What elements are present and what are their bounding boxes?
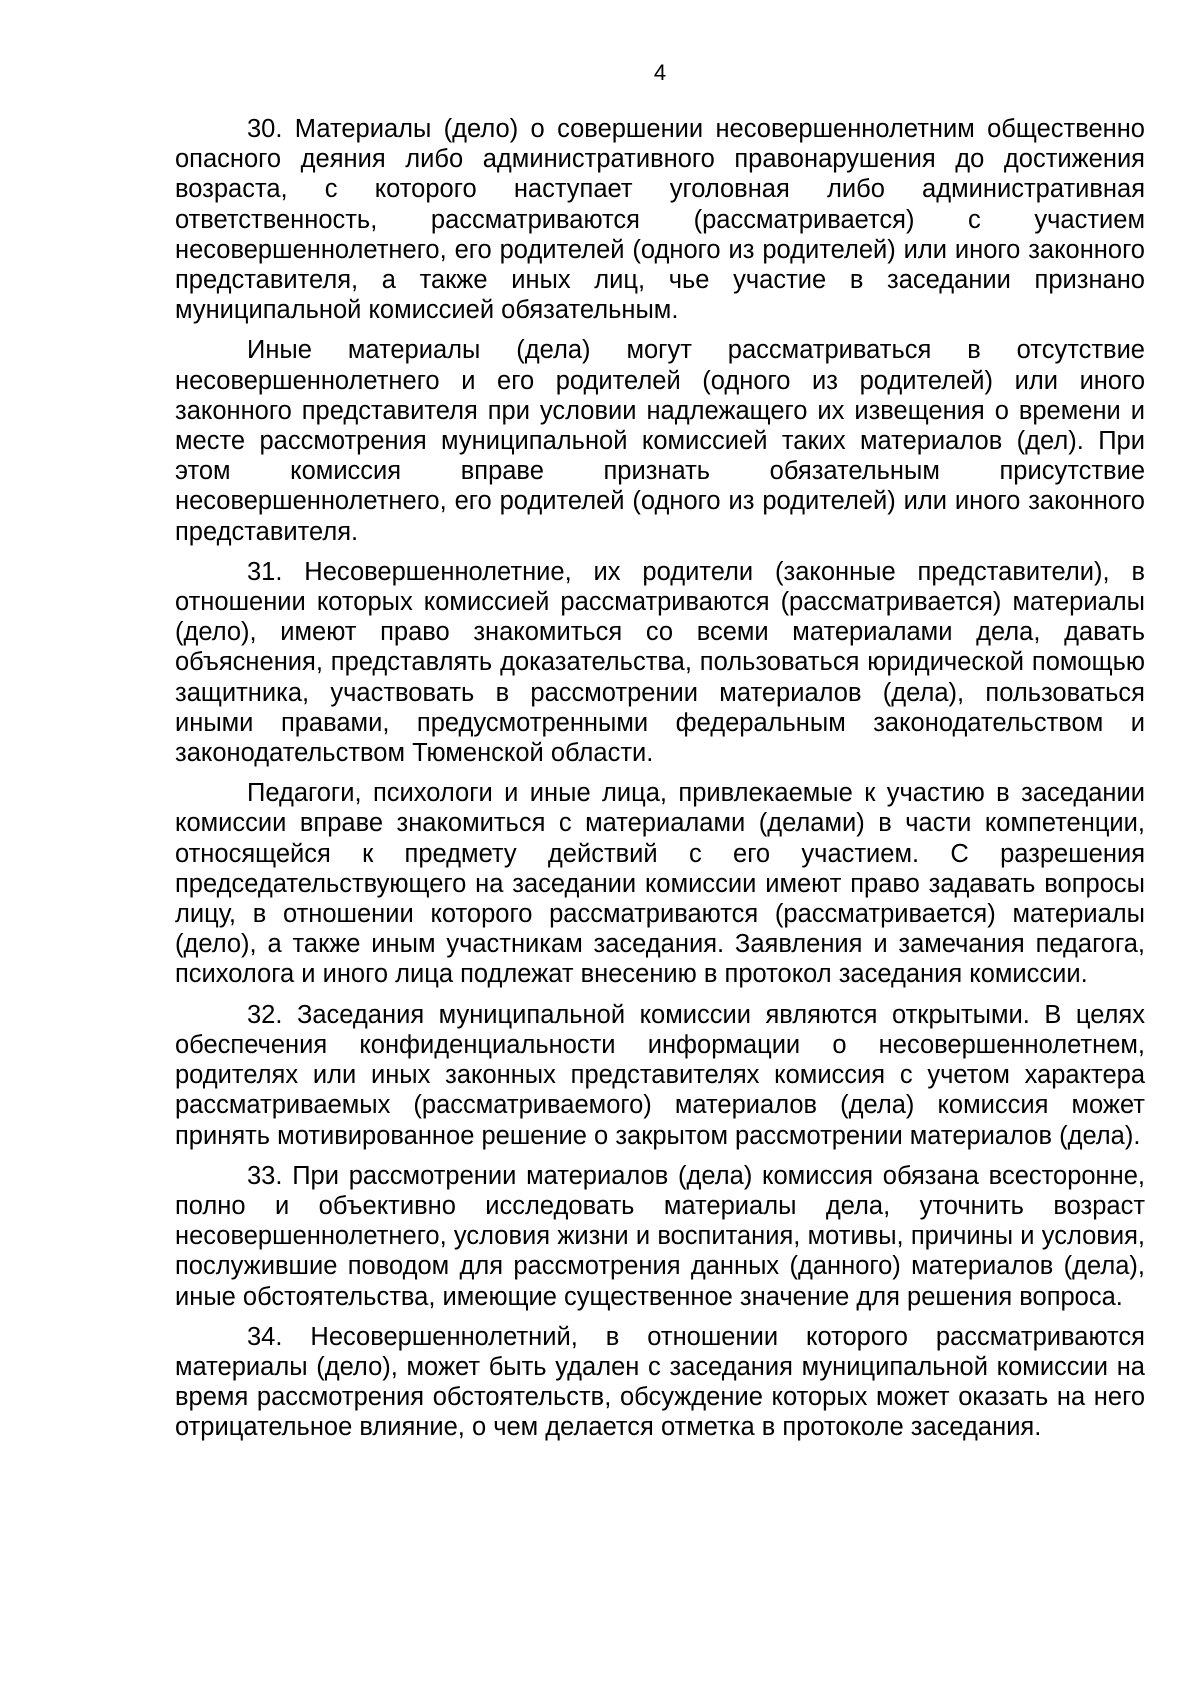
paragraph-other-materials: Иные материалы (дела) могут рассматриваться в отсутствие несовершеннолетнего и его родителей (одного из родителей) или иного законного представителя при условии надлежащего их извещения о времени и месте рассмотрения муниципальной комиссией таких материалов (дел). При этом комиссия вправе признать обязательным присутствие несовершеннолетнего, его родителей (одного из родителей) или иного законного представителя. [175,336,1145,546]
page-number: 4 [653,60,667,85]
paragraph-teachers-psychologists: Педагоги, психологи и иные лица, привлекаемые к участию в заседании комиссии вправе знакомиться с материалами (делами) в части компетенции, относящейся к предмету действий с его участием. С разрешения председательствующего на заседании комиссии имеют право задавать вопросы лицу, в отношении которого рассматриваются (рассматривается) материалы (дело), а также иным участникам заседания. Заявления и замечания педагога, психолога и иного лица подлежат внесению в протокол заседания комиссии. [175,779,1145,989]
document-body [175,114,1145,1453]
paragraph-item-34: 34. Несовершеннолетний, в отношении которого рассматриваются материалы (дело), может быть удален с заседания муниципальной комиссии на время рассмотрения обстоятельств, обсуждение которых может оказать на него отрицательное влияние, о чем делается отметка в протоколе заседания. [175,1322,1145,1442]
paragraph-item-32: 32. Заседания муниципальной комиссии являются открытыми. В целях обеспечения конфиденциальности информации о несовершеннолетнем, родителях или иных законных представителях комиссия с учетом характера рассматриваемых (рассматриваемого) материалов (дела) комиссия может принять мотивированное решение о закрытом рассмотрении материалов (дела). [175,1000,1145,1150]
paragraph-item-33: 33. При рассмотрении материалов (дела) комиссия обязана всесторонне, полно и объективно исследовать материалы дела, уточнить возраст несовершеннолетнего, условия жизни и воспитания, мотивы, причины и условия, послужившие поводом для рассмотрения данных (данного) материалов (дела), иные обстоятельства, имеющие существенное значение для решения вопроса. [175,1161,1145,1311]
paragraph-item-31: 31. Несовершеннолетние, их родители (законные представители), в отношении которых комиссией рассматриваются (рассматривается) материалы (дело), имеют право знакомиться со всеми материалами дела, давать объяснения, представлять доказательства, пользоваться юридической помощью защитника, участвовать в рассмотрении материалов (дела), пользоваться иными правами, предусмотренными федеральным законодательством и законодательством Тюменской области. [175,557,1145,768]
paragraph-item-30: 30. Материалы (дело) о совершении несовершеннолетним общественно опасного деяния либо административного правонарушения до достижения возраста, с которого наступает уголовная либо административная ответственность, рассматриваются (рассматривается) с участием несовершеннолетнего, его родителей (одного из родителей) или иного законного представителя, а также иных лиц, чье участие в заседании признано муниципальной комиссией обязательным. [175,115,1145,325]
